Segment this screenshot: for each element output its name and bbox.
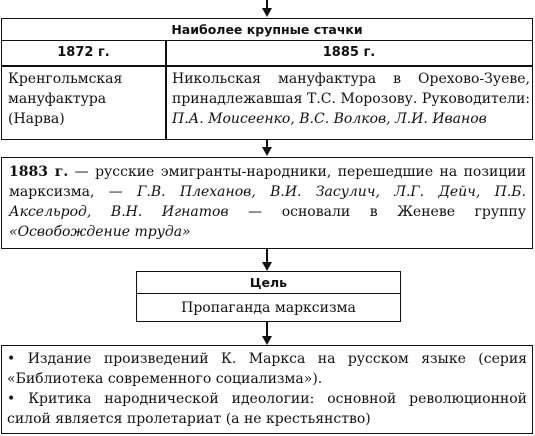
bullet: • [7, 351, 16, 367]
goal-title: Цель [137, 272, 400, 294]
top-arrow-head [262, 8, 272, 17]
arrow-head-4 [262, 336, 272, 345]
strikes-title: Наиболее крупные стачки [2, 19, 532, 41]
arrow-head-2 [262, 147, 272, 156]
event-text-part-1: — русские эмигранты-народники, перешедшие на позиции марксизма, — [9, 164, 526, 200]
column-divider [165, 41, 167, 139]
list-item [7, 389, 527, 429]
event-year: 1883 г. [9, 164, 69, 180]
event-1883-text [9, 162, 526, 242]
activity-text-1: Издание произведений К. Маркса на русском языке (серия «Библиотека современного социализма»). [7, 351, 527, 387]
strike-1872-text: Кренгольмская мануфактура (Нарва) [8, 71, 123, 127]
top-arrow-line [266, 0, 268, 8]
arrow-line-4 [266, 322, 268, 336]
activities-list [7, 349, 527, 429]
header-divider [2, 65, 532, 67]
activity-text-2: Критика народнической идеологии: основной революционной силой является пролетариат (а не крестьянство) [7, 391, 527, 427]
arrow-head-3 [262, 262, 272, 271]
event-1883-box [1, 157, 533, 249]
strike-1885-plain: Никольская мануфактура в Орехово-Зуеве, принадлежавшая Т.С. Морозову. Руководители: [172, 71, 530, 107]
goal-box [136, 271, 401, 322]
strikes-table [1, 18, 533, 140]
strike-1885-text [172, 69, 530, 129]
event-founders: Г.В. Плеханов, В.И. Засулич, Л.Г. Дейч, П.Б. Аксельрод, В.Н. Игнатов [9, 184, 527, 220]
strike-1885-leaders: П.А. Моисеенко, В.С. Волков, Л.И. Иванов [172, 111, 487, 127]
list-item [7, 349, 527, 389]
goal-value: Пропаганда марксизма [181, 300, 356, 316]
bullet: • [7, 391, 16, 407]
event-group-name: «Освобождение труда» [9, 224, 191, 240]
year-1885-header: 1885 г. [322, 45, 376, 60]
event-text-part-2: — основали в Женеве группу [228, 204, 526, 220]
arrow-line-3 [266, 249, 268, 262]
year-1872-header: 1872 г. [57, 45, 110, 60]
activities-box [1, 345, 533, 434]
